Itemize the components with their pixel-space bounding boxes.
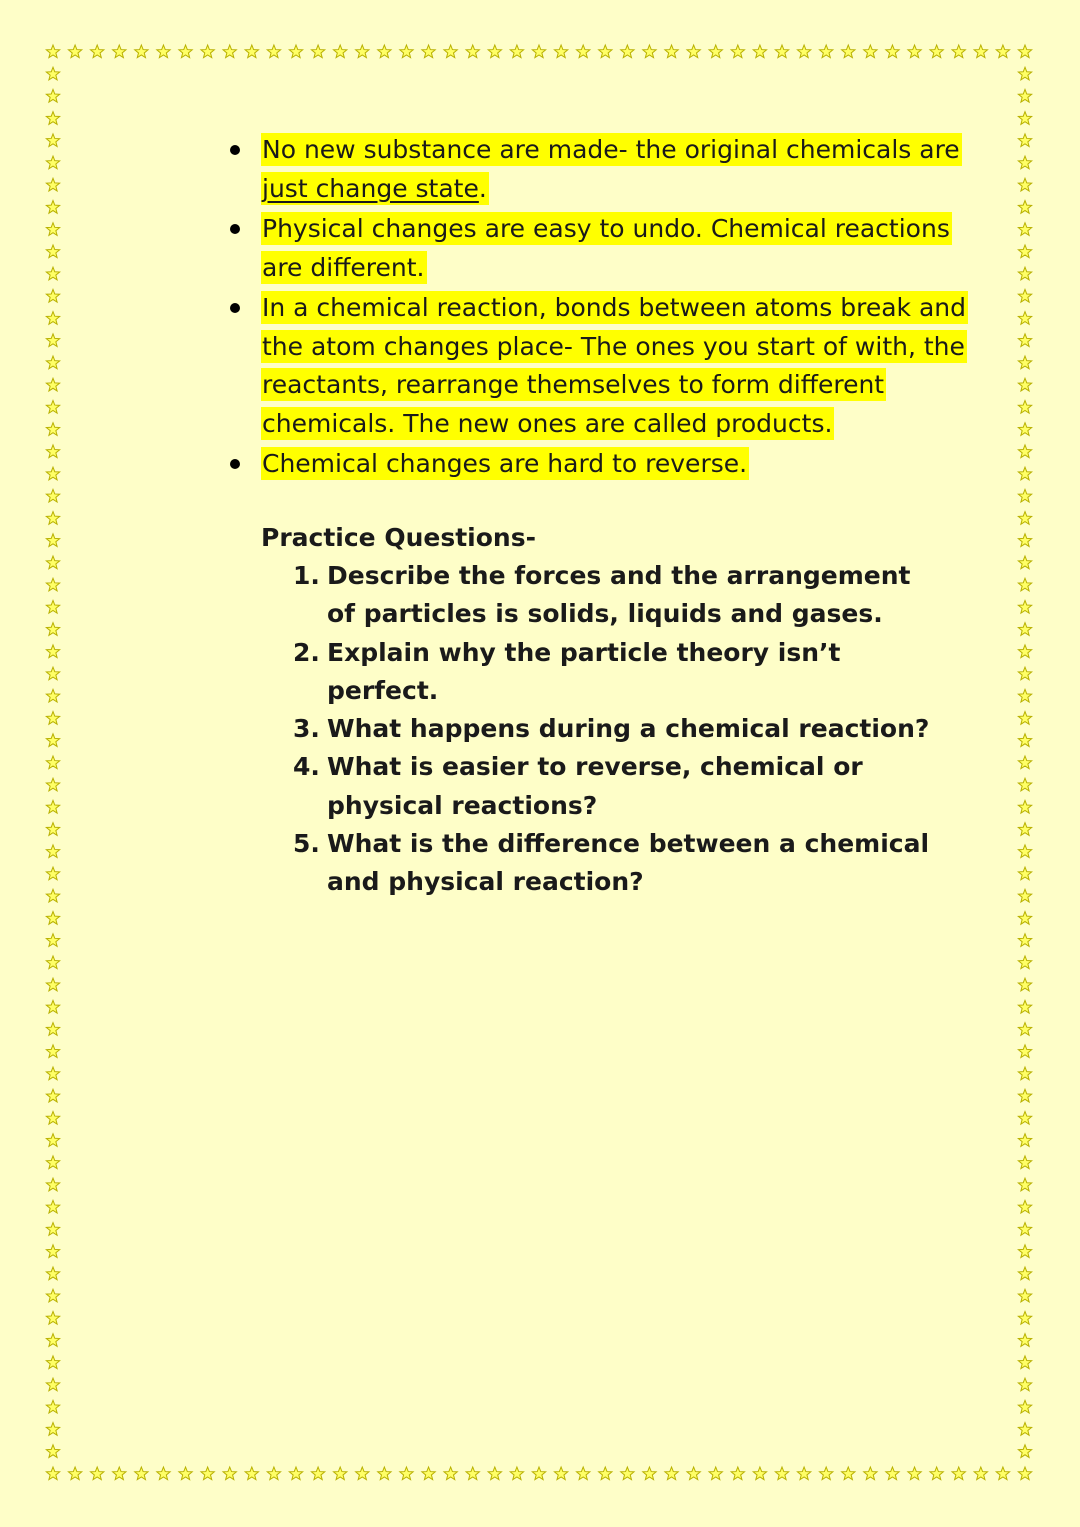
star-icon <box>996 1467 1009 1480</box>
star-icon <box>952 1467 965 1480</box>
star-icon <box>1018 423 1031 436</box>
star-icon <box>1018 667 1031 680</box>
bullet-dot <box>230 224 240 234</box>
star-icon <box>1018 889 1031 902</box>
star-icon <box>201 1467 214 1480</box>
star-icon <box>1018 1045 1031 1058</box>
bullet-text: No new substance are made- the original chemicals are just change state. <box>262 135 960 203</box>
star-icon <box>68 45 81 58</box>
star-icon <box>46 1156 59 1169</box>
star-icon <box>46 512 59 525</box>
star-icon <box>46 889 59 902</box>
bullet-text: Chemical changes are hard to reverse. <box>262 449 748 478</box>
star-icon <box>930 45 943 58</box>
star-icon <box>1018 1200 1031 1213</box>
star-icon <box>643 1467 656 1480</box>
star-icon <box>422 1467 435 1480</box>
star-icon <box>1018 978 1031 991</box>
star-icon <box>289 45 302 58</box>
star-icon <box>334 1467 347 1480</box>
star-icon <box>1018 600 1031 613</box>
star-icon <box>643 45 656 58</box>
star-icon <box>422 45 435 58</box>
star-icon <box>1018 1467 1031 1480</box>
star-icon <box>46 1223 59 1236</box>
star-icon <box>1018 1067 1031 1080</box>
practice-title: Practice Questions- <box>261 523 536 552</box>
star-icon <box>687 45 700 58</box>
star-icon <box>46 912 59 925</box>
star-icon <box>820 1467 833 1480</box>
star-icon <box>1018 1400 1031 1413</box>
star-icon <box>91 1467 104 1480</box>
star-icon <box>599 45 612 58</box>
star-icon <box>46 534 59 547</box>
star-icon <box>245 1467 258 1480</box>
star-icon <box>974 45 987 58</box>
star-icon <box>488 45 501 58</box>
star-icon <box>46 623 59 636</box>
star-icon <box>1018 1356 1031 1369</box>
star-icon <box>1018 245 1031 258</box>
star-icon <box>46 645 59 658</box>
bullet-dot <box>230 459 240 469</box>
star-icon <box>46 1334 59 1347</box>
star-icon <box>378 1467 391 1480</box>
star-icon <box>466 45 479 58</box>
star-icon <box>46 1445 59 1458</box>
star-icon <box>1018 712 1031 725</box>
star-icon <box>1018 1112 1031 1125</box>
star-icon <box>157 1467 170 1480</box>
star-icon <box>731 1467 744 1480</box>
star-icon <box>1018 734 1031 747</box>
star-icon <box>1018 956 1031 969</box>
star-icon <box>356 1467 369 1480</box>
star-icon <box>1018 512 1031 525</box>
star-icon <box>46 1067 59 1080</box>
star-icon <box>46 1423 59 1436</box>
bullet-text: Physical changes are easy to undo. Chemical reactions are different. <box>262 214 950 282</box>
star-icon <box>886 45 899 58</box>
star-icon <box>1018 845 1031 858</box>
star-icon <box>46 1200 59 1213</box>
star-icon <box>1018 1023 1031 1036</box>
star-icon <box>46 1400 59 1413</box>
star-icon <box>1018 1245 1031 1258</box>
star-icon <box>554 45 567 58</box>
question-item <box>293 634 941 711</box>
star-icon <box>797 45 810 58</box>
star-icon <box>400 45 413 58</box>
star-icon <box>46 734 59 747</box>
bullet-text: In a chemical reaction, bonds between atoms break and the atom changes place- The ones you start of with, the reactants, rearrange themselves to form different chemicals. The new ones are called products. <box>262 293 967 438</box>
star-icon <box>1018 45 1031 58</box>
underlined-phrase: just change state <box>262 173 479 203</box>
star-icon <box>334 45 347 58</box>
bullet-list <box>226 131 986 484</box>
star-icon <box>753 45 766 58</box>
star-icon <box>842 1467 855 1480</box>
star-icon <box>46 1112 59 1125</box>
star-icon <box>753 1467 766 1480</box>
star-icon <box>1018 1000 1031 1013</box>
star-icon <box>1018 1223 1031 1236</box>
star-icon <box>46 978 59 991</box>
star-icon <box>1018 1178 1031 1191</box>
star-icon <box>46 401 59 414</box>
star-icon <box>1018 778 1031 791</box>
star-icon <box>930 1467 943 1480</box>
question-number: 4. <box>293 752 320 782</box>
star-icon <box>46 378 59 391</box>
star-icon <box>1018 156 1031 169</box>
star-icon <box>687 1467 700 1480</box>
star-icon <box>46 1356 59 1369</box>
star-icon <box>775 1467 788 1480</box>
star-icon <box>797 1467 810 1480</box>
star-icon <box>842 45 855 58</box>
star-icon <box>46 423 59 436</box>
star-icon <box>621 45 634 58</box>
star-icon <box>267 45 280 58</box>
bullet-item <box>226 210 986 287</box>
star-icon <box>1018 1267 1031 1280</box>
star-icon <box>1018 912 1031 925</box>
star-icon <box>135 1467 148 1480</box>
bullet-item <box>226 445 986 484</box>
star-icon <box>46 867 59 880</box>
bullet-item <box>226 131 986 208</box>
practice-questions-section <box>261 519 941 902</box>
star-icon <box>245 45 258 58</box>
question-item <box>293 557 941 634</box>
star-icon <box>46 1289 59 1302</box>
star-icon <box>510 1467 523 1480</box>
star-icon <box>46 312 59 325</box>
bullet-item <box>226 289 986 443</box>
star-icon <box>665 45 678 58</box>
star-icon <box>532 45 545 58</box>
star-icon <box>1018 1423 1031 1436</box>
question-text: What is the difference between a chemical and physical reaction? <box>327 829 930 897</box>
star-icon <box>621 1467 634 1480</box>
question-number: 2. <box>293 637 320 667</box>
star-icon <box>554 1467 567 1480</box>
question-text: Explain why the particle theory isn’t perfect. <box>327 637 841 705</box>
star-icon <box>908 1467 921 1480</box>
star-icon <box>68 1467 81 1480</box>
star-icon <box>46 445 59 458</box>
star-icon <box>46 289 59 302</box>
star-icon <box>46 712 59 725</box>
question-text: What is easier to reverse, chemical or physical reactions? <box>327 752 863 820</box>
star-icon <box>1018 1445 1031 1458</box>
star-icon <box>996 45 1009 58</box>
question-number: 5. <box>293 829 320 859</box>
star-icon <box>444 45 457 58</box>
star-icon <box>91 45 104 58</box>
star-icon <box>46 800 59 813</box>
star-icon <box>1018 1334 1031 1347</box>
star-icon <box>1018 356 1031 369</box>
star-icon <box>1018 289 1031 302</box>
star-icon <box>46 489 59 502</box>
star-icon <box>46 934 59 947</box>
question-item <box>293 748 941 825</box>
star-icon <box>1018 1289 1031 1302</box>
star-icon <box>113 1467 126 1480</box>
star-icon <box>864 45 877 58</box>
star-icon <box>1018 89 1031 102</box>
star-icon <box>1018 578 1031 591</box>
star-icon <box>577 45 590 58</box>
star-icon <box>46 245 59 258</box>
star-icon <box>1018 201 1031 214</box>
question-text: What happens during a chemical reaction? <box>327 714 930 744</box>
star-icon <box>1018 1089 1031 1102</box>
star-icon <box>532 1467 545 1480</box>
star-icon <box>46 1134 59 1147</box>
star-icon <box>46 201 59 214</box>
star-icon <box>46 45 59 58</box>
star-icon <box>46 1378 59 1391</box>
star-icon <box>46 1023 59 1036</box>
question-number: 3. <box>293 714 320 744</box>
star-icon <box>1018 378 1031 391</box>
star-icon <box>577 1467 590 1480</box>
star-icon <box>400 1467 413 1480</box>
star-icon <box>46 578 59 591</box>
star-icon <box>599 1467 612 1480</box>
star-icon <box>46 267 59 280</box>
question-list <box>261 557 941 902</box>
star-icon <box>1018 1156 1031 1169</box>
star-icon <box>46 1245 59 1258</box>
star-icon <box>46 89 59 102</box>
star-icon <box>952 45 965 58</box>
star-icon <box>1018 445 1031 458</box>
star-icon <box>1018 556 1031 569</box>
star-icon <box>1018 489 1031 502</box>
star-icon <box>1018 689 1031 702</box>
star-icon <box>311 1467 324 1480</box>
star-icon <box>864 1467 877 1480</box>
star-icon <box>179 1467 192 1480</box>
star-icon <box>1018 800 1031 813</box>
star-icon <box>709 1467 722 1480</box>
star-icon <box>886 1467 899 1480</box>
star-icon <box>1018 1311 1031 1324</box>
star-icon <box>731 45 744 58</box>
star-icon <box>46 1000 59 1013</box>
star-icon <box>709 45 722 58</box>
star-icon <box>820 45 833 58</box>
question-item <box>293 710 941 748</box>
star-icon <box>665 1467 678 1480</box>
star-icon <box>46 178 59 191</box>
bullet-dot <box>230 303 240 313</box>
question-text: Describe the forces and the arrangement of particles is solids, liquids and gases. <box>327 561 911 629</box>
star-icon <box>1018 823 1031 836</box>
star-icon <box>1018 756 1031 769</box>
star-icon <box>356 45 369 58</box>
star-icon <box>113 45 126 58</box>
star-icon <box>1018 267 1031 280</box>
star-icon <box>46 600 59 613</box>
star-icon <box>46 67 59 80</box>
star-icon <box>223 1467 236 1480</box>
star-icon <box>1018 112 1031 125</box>
star-icon <box>267 1467 280 1480</box>
star-icon <box>510 45 523 58</box>
star-icon <box>46 156 59 169</box>
star-icon <box>1018 1378 1031 1391</box>
star-icon <box>289 1467 302 1480</box>
star-icon <box>223 45 236 58</box>
star-icon <box>46 356 59 369</box>
star-icon <box>1018 623 1031 636</box>
star-icon <box>46 956 59 969</box>
star-icon <box>46 778 59 791</box>
star-icon <box>1018 534 1031 547</box>
star-icon <box>378 45 391 58</box>
star-icon <box>46 223 59 236</box>
star-icon <box>46 1267 59 1280</box>
question-number: 1. <box>293 561 320 590</box>
star-icon <box>201 45 214 58</box>
star-icon <box>46 1045 59 1058</box>
star-icon <box>1018 934 1031 947</box>
star-icon <box>46 1178 59 1191</box>
star-icon <box>974 1467 987 1480</box>
star-icon <box>1018 223 1031 236</box>
star-icon <box>1018 134 1031 147</box>
star-icon <box>46 112 59 125</box>
star-icon <box>488 1467 501 1480</box>
star-icon <box>1018 1134 1031 1147</box>
star-icon <box>1018 467 1031 480</box>
star-icon <box>1018 867 1031 880</box>
star-icon <box>46 134 59 147</box>
star-icon <box>46 756 59 769</box>
star-icon <box>46 467 59 480</box>
star-icon <box>775 45 788 58</box>
star-icon <box>1018 312 1031 325</box>
star-icon <box>46 334 59 347</box>
bullet-dot <box>230 145 240 155</box>
star-icon <box>46 667 59 680</box>
star-icon <box>311 45 324 58</box>
star-icon <box>46 1311 59 1324</box>
star-icon <box>1018 178 1031 191</box>
star-icon <box>1018 401 1031 414</box>
star-icon <box>1018 645 1031 658</box>
star-icon <box>444 1467 457 1480</box>
star-icon <box>46 1467 59 1480</box>
star-icon <box>1018 67 1031 80</box>
star-icon <box>46 823 59 836</box>
star-icon <box>46 689 59 702</box>
star-icon <box>179 45 192 58</box>
star-icon <box>466 1467 479 1480</box>
star-icon <box>157 45 170 58</box>
star-icon <box>46 845 59 858</box>
question-item <box>293 825 941 902</box>
star-icon <box>908 45 921 58</box>
star-icon <box>46 556 59 569</box>
star-icon <box>1018 334 1031 347</box>
star-icon <box>46 1089 59 1102</box>
star-icon <box>135 45 148 58</box>
